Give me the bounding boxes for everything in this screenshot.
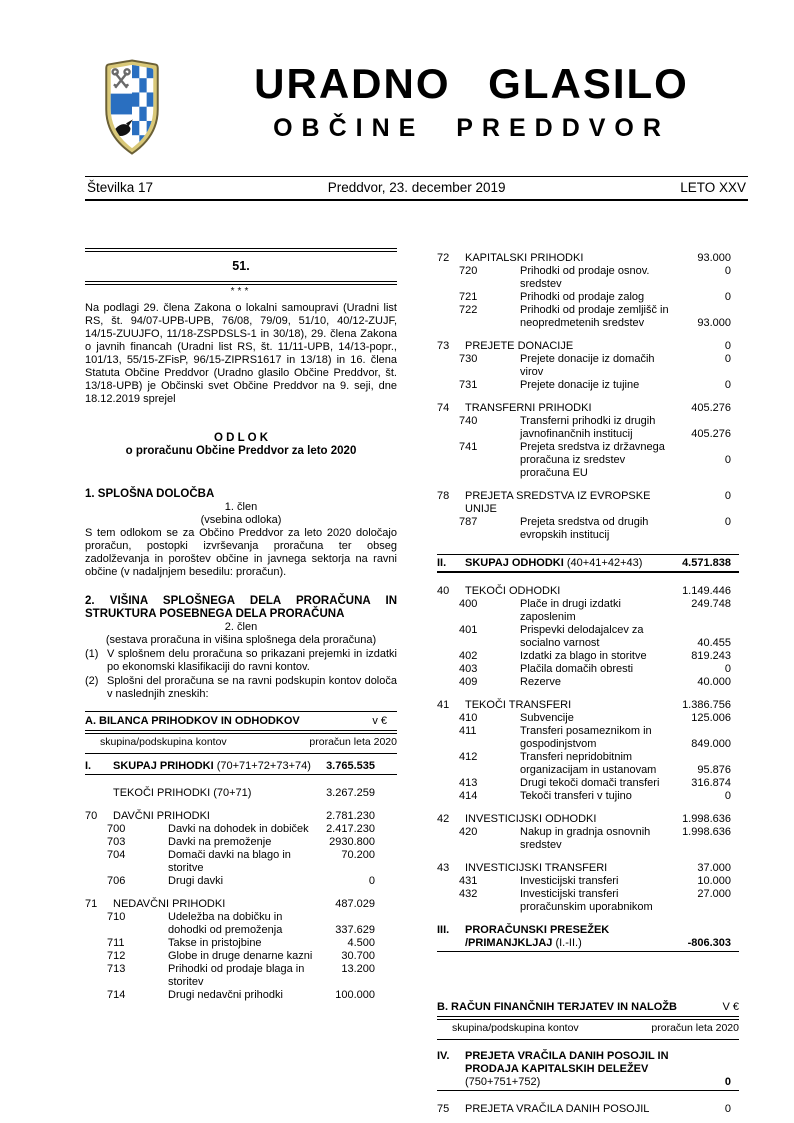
- budget-row: [437, 676, 739, 689]
- row-value: 37.000: [697, 862, 731, 874]
- account-code: 71: [85, 898, 98, 910]
- row-roman-index: III.: [437, 924, 450, 936]
- row-label: TEKOČI ODHODKI: [465, 585, 561, 597]
- account-code: 73: [437, 340, 450, 352]
- spacer: [437, 954, 739, 1000]
- row-value: 1.149.446: [682, 585, 731, 597]
- row-value: 1.386.756: [682, 699, 731, 711]
- gazette-title: URADNO GLASILO: [254, 60, 689, 107]
- budget-total-row: [437, 924, 739, 950]
- row-value: 40.000: [697, 676, 731, 688]
- spacer: [437, 689, 739, 699]
- row-value: 95.876: [697, 764, 731, 776]
- budget-row: [437, 624, 739, 650]
- row-label: PRORAČUNSKI PRESEŽEK /PRIMANJKLJAJ (I.-II.): [465, 924, 610, 949]
- account-code: 412: [459, 751, 478, 763]
- row-label: Takse in pristojbine: [168, 937, 262, 949]
- budget-row: [437, 415, 739, 441]
- row-label: Drugi nedavčni prihodki: [168, 989, 283, 1001]
- row-value: 0: [724, 490, 731, 502]
- table-b-title: B. RAČUN FINANČNIH TERJATEV IN NALOŽB: [437, 1001, 677, 1013]
- row-label: Prejete donacije iz domačih virov: [520, 353, 655, 378]
- account-code: 710: [107, 911, 126, 923]
- article-2-item-1: (1) V splošnem delu proračuna so prikazani prejemki in izdatki po ekonomski klasifikaciji do ravni kontov.: [85, 648, 397, 673]
- account-code: 712: [107, 950, 126, 962]
- row-label: SKUPAJ PRIHODKI (70+71+72+73+74): [113, 760, 311, 772]
- account-code: 721: [459, 291, 478, 303]
- table-a-title: A. BILANCA PRIHODKOV IN ODHODKOV: [85, 715, 300, 727]
- row-value: 316.874: [691, 777, 731, 789]
- row-value: 0: [724, 265, 731, 277]
- row-value: 0: [724, 340, 731, 352]
- row-label: Rezerve: [520, 676, 561, 688]
- spacer: [437, 1093, 739, 1103]
- row-label: INVESTICIJSKI TRANSFERI: [465, 862, 608, 874]
- row-value: 93.000: [697, 252, 731, 264]
- account-code: 740: [459, 415, 478, 427]
- row-label: PREJETE DONACIJE: [465, 340, 574, 352]
- divider: [437, 1039, 739, 1040]
- account-code: 420: [459, 826, 478, 838]
- row-label: Transferi posameznikom in gospodinjstvom: [520, 725, 652, 750]
- budget-row: [85, 963, 397, 989]
- account-code: 75: [437, 1103, 450, 1115]
- table-b-header: [437, 1000, 739, 1040]
- row-label: PREJETA VRAČILA DANIH POSOJIL IN PRODAJA KAPITALSKIH DELEŽEV (750+751+752): [465, 1050, 669, 1088]
- budget-row: [437, 813, 739, 826]
- account-code: 414: [459, 790, 478, 802]
- table-b-unit: V €: [722, 1001, 739, 1013]
- row-label: TRANSFERNI PRIHODKI: [465, 402, 592, 414]
- masthead: [85, 55, 748, 173]
- account-code: 704: [107, 849, 126, 861]
- table-a-unit: v €: [372, 715, 387, 727]
- account-code: 711: [107, 937, 125, 949]
- row-value: 30.700: [341, 950, 375, 962]
- row-label: TEKOČI PRIHODKI (70+71): [113, 787, 252, 799]
- budget-row: [85, 989, 397, 1002]
- row-value: 4.500: [347, 937, 375, 949]
- stars-separator: ***: [230, 286, 252, 297]
- budget-row: [85, 937, 397, 950]
- budget-row: [85, 787, 397, 800]
- row-roman-index: I.: [85, 760, 92, 772]
- budget-row: [437, 340, 739, 353]
- table-b-rows: [437, 1050, 739, 1116]
- row-value: 337.629: [335, 924, 375, 936]
- account-code: 706: [107, 875, 126, 887]
- row-value: 13.200: [341, 963, 375, 975]
- divider: [85, 199, 748, 201]
- divider: [85, 281, 397, 285]
- row-label: Tekoči transferi v tujino: [520, 790, 632, 802]
- row-label: Plače in drugi izdatki zaposlenim: [520, 598, 621, 623]
- row-value: 70.200: [341, 849, 375, 861]
- row-value: 0: [724, 790, 731, 802]
- account-code: 787: [459, 516, 478, 528]
- account-code: 402: [459, 650, 478, 662]
- row-label: Investicijski transferi proračunskim uporabnikom: [520, 888, 653, 913]
- row-label: Prihodki od prodaje zalog: [520, 291, 645, 303]
- row-value: 819.243: [691, 650, 731, 662]
- table-a-rows-right: [437, 248, 739, 1000]
- row-value: 849.000: [691, 738, 731, 750]
- divider: [437, 1090, 739, 1091]
- row-value: 0: [724, 379, 731, 391]
- issue-number: Številka 17: [87, 180, 154, 195]
- row-value: 0: [724, 454, 731, 466]
- right-column: [437, 248, 739, 1116]
- account-code: 403: [459, 663, 478, 675]
- row-label: Prihodki od prodaje blaga in storitev: [168, 963, 305, 988]
- legal-preamble: Na podlagi 29. člena Zakona o lokalni samoupravi (Uradni list RS, št. 94/07-UPB-UPB, 76/08, 79/09, 51/10, 40/12-ZUJF, 14/15-ZUUJFO, 11/18-ZSPDSLS-1 in 30/18), 29. člena Zakona o javnih financah (Uradni list RS, št. 11/11-UPB, 14/13-popr., 101/13, 55/15-ZFisP, 96/15-ZIPRS1617 in 13/18) in 16. člena Statuta Občine Preddvor (Uradno glasilo Občine Preddvor, št. 13/18-UPB) je Občinski svet Občine Preddvor na 9. seji, dne 18.12.2019 sprejel: [85, 302, 397, 405]
- table-a-col-value: proračun leta 2020: [309, 736, 397, 748]
- budget-row: [437, 725, 739, 751]
- budget-row: [437, 402, 739, 415]
- article-1-label: 1. člen: [224, 501, 258, 513]
- table-a-header: [85, 711, 397, 754]
- account-code: 731: [459, 379, 478, 391]
- row-value: 125.006: [691, 712, 731, 724]
- coat-of-arms: [100, 58, 164, 157]
- row-value: 2.781.230: [326, 810, 375, 822]
- row-roman-index: IV.: [437, 1050, 450, 1062]
- row-value: 405.276: [691, 402, 731, 414]
- masthead-titles: [195, 61, 748, 143]
- budget-row: [437, 304, 739, 330]
- row-value: 93.000: [697, 317, 731, 329]
- row-label: Plačila domačih obresti: [520, 663, 634, 675]
- account-code: 74: [437, 402, 450, 414]
- budget-row: [437, 252, 739, 265]
- gazette-subtitle: OBČINE PREDDVOR: [273, 114, 670, 142]
- row-label: Drugi tekoči domači transferi: [520, 777, 660, 789]
- row-value: 10.000: [697, 875, 731, 887]
- spacer: [437, 852, 739, 862]
- row-label: Transferni prihodki iz drugih javnofinančnih institucij: [520, 415, 656, 440]
- row-label: Drugi davki: [168, 875, 224, 887]
- row-value: 3.765.535: [326, 760, 375, 772]
- row-value: 0: [724, 291, 731, 303]
- left-column: [85, 248, 397, 1002]
- row-label: KAPITALSKI PRIHODKI: [465, 252, 584, 264]
- account-code: 409: [459, 676, 478, 688]
- divider: [437, 554, 739, 555]
- spacer: [437, 330, 739, 340]
- decree-subtitle: o proračunu Občine Preddvor za leto 2020: [125, 445, 357, 457]
- row-value: 0: [724, 1076, 731, 1088]
- account-code: 78: [437, 490, 450, 502]
- spacer: [437, 803, 739, 813]
- budget-row: [85, 950, 397, 963]
- account-code: 411: [459, 725, 477, 737]
- spacer: [85, 800, 397, 810]
- row-label: SKUPAJ ODHODKI (40+41+42+43): [465, 557, 643, 569]
- budget-row: [437, 291, 739, 304]
- spacer: [85, 777, 397, 787]
- table-a-rows-left: [85, 760, 397, 1002]
- row-value: 100.000: [335, 989, 375, 1001]
- row-label: Subvencije: [520, 712, 574, 724]
- divider: [85, 248, 397, 252]
- section-2-heading: 2. VIŠINA SPLOŠNEGA DELA PRORAČUNA IN STRUKTURA POSEBNEGA DELA PRORAČUNA: [85, 595, 397, 620]
- table-a-col-group: skupina/podskupina kontov: [100, 736, 227, 748]
- budget-row: [437, 875, 739, 888]
- budget-row: [437, 790, 739, 803]
- account-code: 401: [459, 624, 478, 636]
- row-label: Prejeta sredstva od drugih evropskih institucij: [520, 516, 649, 541]
- budget-row: [437, 826, 739, 852]
- row-value: 2.417.230: [326, 823, 375, 835]
- row-label: Investicijski transferi: [520, 875, 619, 887]
- row-label: Domači davki na blago in storitve: [168, 849, 291, 874]
- row-value: 3.267.259: [326, 787, 375, 799]
- budget-row: [437, 265, 739, 291]
- row-label: Prispevki delodajalcev za socialno varnost: [520, 624, 644, 649]
- account-code: 43: [437, 862, 450, 874]
- divider: [85, 753, 397, 754]
- spacer: [437, 542, 739, 552]
- budget-row: [85, 810, 397, 823]
- issue-year: LETO XXV: [680, 180, 746, 195]
- account-code: 700: [107, 823, 126, 835]
- row-value: 0: [724, 353, 731, 365]
- budget-total-row: [85, 760, 397, 773]
- budget-row: [437, 663, 739, 676]
- account-code: 413: [459, 777, 478, 789]
- row-value: 27.000: [697, 888, 731, 900]
- account-code: 41: [437, 699, 450, 711]
- budget-total-row: [437, 557, 739, 570]
- divider: [85, 711, 397, 712]
- account-code: 70: [85, 810, 98, 822]
- account-code: 400: [459, 598, 478, 610]
- article-2-item-2: (2) Splošni del proračuna se na ravni podskupin kontov določa v naslednjih zneskih:: [85, 675, 397, 700]
- budget-row: [437, 379, 739, 392]
- budget-row: [437, 516, 739, 542]
- budget-row: [85, 875, 397, 888]
- row-value: 40.455: [697, 637, 731, 649]
- budget-row: [437, 699, 739, 712]
- row-value: 249.748: [691, 598, 731, 610]
- row-value: 487.029: [335, 898, 375, 910]
- row-label: TEKOČI TRANSFERI: [465, 699, 572, 711]
- row-label: Udeležba na dobičku in dohodki od premoženja: [168, 911, 283, 936]
- account-code: 431: [459, 875, 478, 887]
- row-label: Transferi nepridobitnim organizacijam in ustanovam: [520, 751, 657, 776]
- budget-row: [437, 712, 739, 725]
- budget-row: [437, 353, 739, 379]
- row-label: Davki na premoženje: [168, 836, 272, 848]
- budget-row: [437, 751, 739, 777]
- divider: [437, 951, 739, 952]
- account-code: 713: [107, 963, 126, 975]
- budget-row: [85, 823, 397, 836]
- spacer: [85, 888, 397, 898]
- account-code: 432: [459, 888, 478, 900]
- account-code: 703: [107, 836, 126, 848]
- budget-row: [437, 888, 739, 914]
- row-label: Nakup in gradnja osnovnih sredstev: [520, 826, 651, 851]
- row-value: 0: [724, 1103, 731, 1115]
- row-label: INVESTICIJSKI ODHODKI: [465, 813, 597, 825]
- row-value: 2930.800: [329, 836, 375, 848]
- budget-row: [437, 441, 739, 480]
- row-value: 1.998.636: [682, 826, 731, 838]
- account-code: 720: [459, 265, 478, 277]
- row-label: NEDAVČNI PRIHODKI: [113, 898, 226, 910]
- budget-row: [437, 777, 739, 790]
- table-b-col-value: proračun leta 2020: [651, 1022, 739, 1034]
- account-code: 741: [459, 441, 478, 453]
- issue-place-date: Preddvor, 23. december 2019: [327, 180, 506, 195]
- spacer: [437, 480, 739, 490]
- budget-row: [85, 898, 397, 911]
- account-code: 40: [437, 585, 450, 597]
- row-label: Prihodki od prodaje zemljišč in neopredmetenih sredstev: [520, 304, 669, 329]
- budget-row: [437, 598, 739, 624]
- budget-row: [437, 585, 739, 598]
- row-label: Prihodki od prodaje osnov. sredstev: [520, 265, 650, 290]
- row-roman-index: II.: [437, 557, 447, 569]
- row-value: 1.998.636: [682, 813, 731, 825]
- spacer: [437, 392, 739, 402]
- divider: [437, 571, 739, 573]
- account-code: 410: [459, 712, 478, 724]
- budget-row: [437, 862, 739, 875]
- account-code: 42: [437, 813, 450, 825]
- budget-row: [85, 849, 397, 875]
- row-label: Izdatki za blago in storitve: [520, 650, 647, 662]
- section-1-heading: 1. SPLOŠNA DOLOČBA: [85, 488, 215, 500]
- account-code: 72: [437, 252, 450, 264]
- row-value: 0: [724, 516, 731, 528]
- article-1-caption: (vsebina odloka): [200, 514, 282, 526]
- row-label: Davki na dohodek in dobiček: [168, 823, 309, 835]
- row-value: -806.303: [687, 937, 731, 949]
- row-label: PREJETA VRAČILA DANIH POSOJIL: [465, 1103, 650, 1115]
- spacer: [437, 575, 739, 585]
- row-value: 4.571.838: [682, 557, 731, 569]
- divider: [85, 774, 397, 775]
- spacer: [437, 914, 739, 924]
- budget-row: [437, 490, 739, 516]
- budget-row: [437, 650, 739, 663]
- row-value: 0: [368, 875, 375, 887]
- issue-info-bar: [85, 176, 748, 201]
- row-label: DAVČNI PRIHODKI: [113, 810, 210, 822]
- account-code: 730: [459, 353, 478, 365]
- budget-total-row: [437, 1050, 739, 1089]
- account-code: 714: [107, 989, 126, 1001]
- row-label: Globe in druge denarne kazni: [168, 950, 313, 962]
- article-number: 51.: [232, 259, 250, 273]
- table-b-col-group: skupina/podskupina kontov: [452, 1022, 579, 1034]
- row-value: 0: [724, 663, 731, 675]
- budget-row: [85, 836, 397, 849]
- row-label: Prejeta sredstva iz državnega proračuna iz sredstev proračuna EU: [520, 441, 665, 479]
- row-label: PREJETA SREDSTVA IZ EVROPSKE UNIJE: [465, 490, 651, 515]
- row-value: 405.276: [691, 428, 731, 440]
- budget-row: [437, 1103, 739, 1116]
- article-2-label: 2. člen: [224, 621, 258, 633]
- budget-row: [85, 911, 397, 937]
- article-1-text: S tem odlokom se za Občino Preddvor za leto 2020 določajo proračun, postopki izvrševanja proračuna ter obseg zadolževanja in poroštev občine in javnega sektorja na ravni občine (v nadaljnjem besedilu: proračun).: [85, 527, 397, 578]
- row-label: Prejete donacije iz tujine: [520, 379, 640, 391]
- article-2-caption: (sestava proračuna in višina splošnega dela proračuna): [105, 634, 377, 646]
- account-code: 722: [459, 304, 478, 316]
- decree-title: O D L O K: [213, 432, 269, 444]
